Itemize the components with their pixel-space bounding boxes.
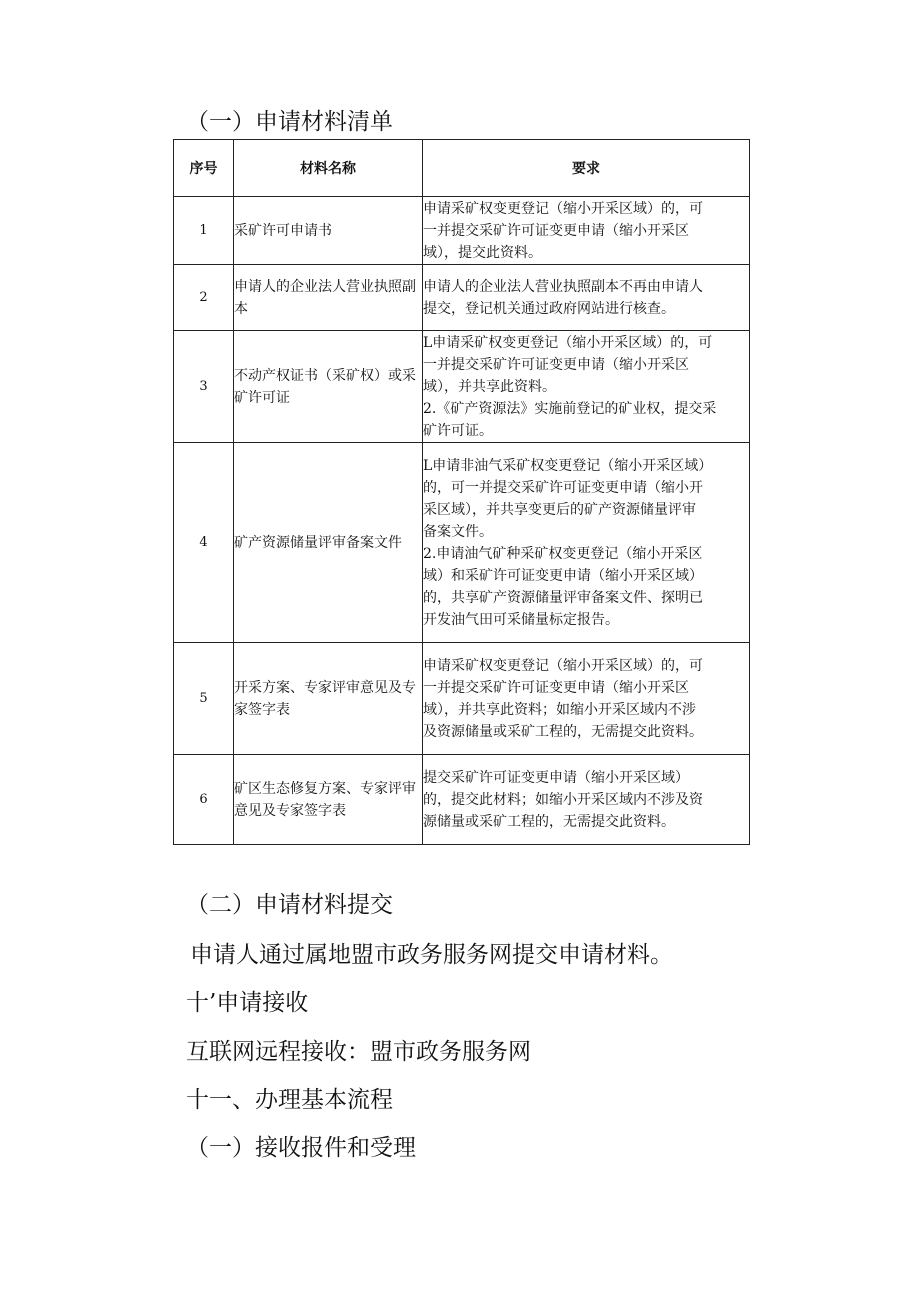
requirement-line: 备案文件。 xyxy=(423,523,493,540)
requirement-line: 的，可一并提交采矿许可证变更申请（缩小开 xyxy=(423,479,703,496)
requirement-line: 的，共享矿产资源储量评审备案文件、探明已 xyxy=(423,589,703,606)
row-name: 矿产资源储量评审备案文件 xyxy=(234,443,423,643)
requirement-line: 申请采矿权变更登记（缩小开采区域）的，可 xyxy=(423,200,703,217)
row-name: 矿区生态修复方案、专家评审意见及专家签字表 xyxy=(234,755,423,845)
row-requirement xyxy=(423,443,750,643)
section-title-receipt: 十’申请接收 xyxy=(186,990,309,1016)
requirement-line: 提交采矿许可证变更申请（缩小开采区域） xyxy=(423,769,689,786)
requirement-line: 域），提交此资料。 xyxy=(423,244,542,261)
requirement-line: L申请非油气采矿权变更登记（缩小开采区域） xyxy=(423,457,713,474)
row-index: 2 xyxy=(174,265,234,331)
requirement-line: 开发油气田可采储量标定报告。 xyxy=(423,611,619,628)
subsection-title-accept: （一）接收报件和受理 xyxy=(186,1135,416,1161)
requirement-line: 2.申请油气矿种采矿权变更登记（缩小开采区 xyxy=(423,545,703,562)
row-index: 3 xyxy=(174,331,234,443)
requirement-line: 采区域），并共享变更后的矿产资源储量评审 xyxy=(423,501,696,518)
requirement-line: 源储量或采矿工程的，无需提交此资料。 xyxy=(423,813,675,830)
requirement-line: 一并提交采矿许可证变更申请（缩小开采区 xyxy=(423,356,689,373)
row-name: 申请人的企业法人营业执照副本 xyxy=(234,265,423,331)
row-name: 开采方案、专家评审意见及专家签字表 xyxy=(234,643,423,755)
row-requirement xyxy=(423,197,750,265)
requirement-line: 一并提交采矿许可证变更申请（缩小开采区 xyxy=(423,679,689,696)
section-title-submission: （二）申请材料提交 xyxy=(186,892,393,918)
materials-table xyxy=(173,139,750,845)
requirement-line: 提交，登记机关通过政府网站进行核查。 xyxy=(423,300,675,317)
row-requirement xyxy=(423,755,750,845)
row-requirement xyxy=(423,331,750,443)
row-requirement xyxy=(423,265,750,331)
requirement-line: 矿许可证。 xyxy=(423,422,493,439)
table-row xyxy=(174,755,750,845)
table-row xyxy=(174,265,750,331)
table-row xyxy=(174,197,750,265)
row-index: 1 xyxy=(174,197,234,265)
row-name: 不动产权证书（采矿权）或采矿许可证 xyxy=(234,331,423,443)
requirement-line: 2.《矿产资源法》实施前登记的矿业权，提交采 xyxy=(423,400,717,417)
header-index: 序号 xyxy=(174,140,234,197)
table-row xyxy=(174,643,750,755)
requirement-line: 域），并共享此资料。 xyxy=(423,378,556,395)
row-index: 4 xyxy=(174,443,234,643)
row-index: 5 xyxy=(174,643,234,755)
requirement-line: 申请采矿权变更登记（缩小开采区域）的，可 xyxy=(423,657,703,674)
submission-text: 申请人通过属地盟市政务服务网提交申请材料。 xyxy=(190,942,673,968)
table-row xyxy=(174,331,750,443)
requirement-line: 及资源储量或采矿工程的，无需提交此资料。 xyxy=(423,723,703,740)
requirement-line: L申请采矿权变更登记（缩小开采区域）的，可 xyxy=(423,334,713,351)
section-title-basic-process: 十一、办理基本流程 xyxy=(186,1087,393,1113)
table-header-row xyxy=(174,140,750,197)
row-name: 采矿许可申请书 xyxy=(234,197,423,265)
row-requirement xyxy=(423,643,750,755)
header-requirement: 要求 xyxy=(423,140,750,197)
requirement-line: 的，提交此材料；如缩小开采区域内不涉及资 xyxy=(423,791,703,808)
requirement-line: 域），并共享此资料；如缩小开采区域内不涉 xyxy=(423,701,696,718)
receipt-text: 互联网远程接收：盟市政务服务网 xyxy=(186,1039,531,1065)
requirement-line: 域）和采矿许可证变更申请（缩小开采区域） xyxy=(423,567,703,584)
requirement-line: 一并提交采矿许可证变更申请（缩小开采区 xyxy=(423,222,689,239)
requirement-line: 申请人的企业法人营业执照副本不再由申请人 xyxy=(423,278,703,295)
header-name: 材料名称 xyxy=(234,140,423,197)
row-index: 6 xyxy=(174,755,234,845)
section-title-materials-list: （一）申请材料清单 xyxy=(186,109,393,135)
table-row xyxy=(174,443,750,643)
